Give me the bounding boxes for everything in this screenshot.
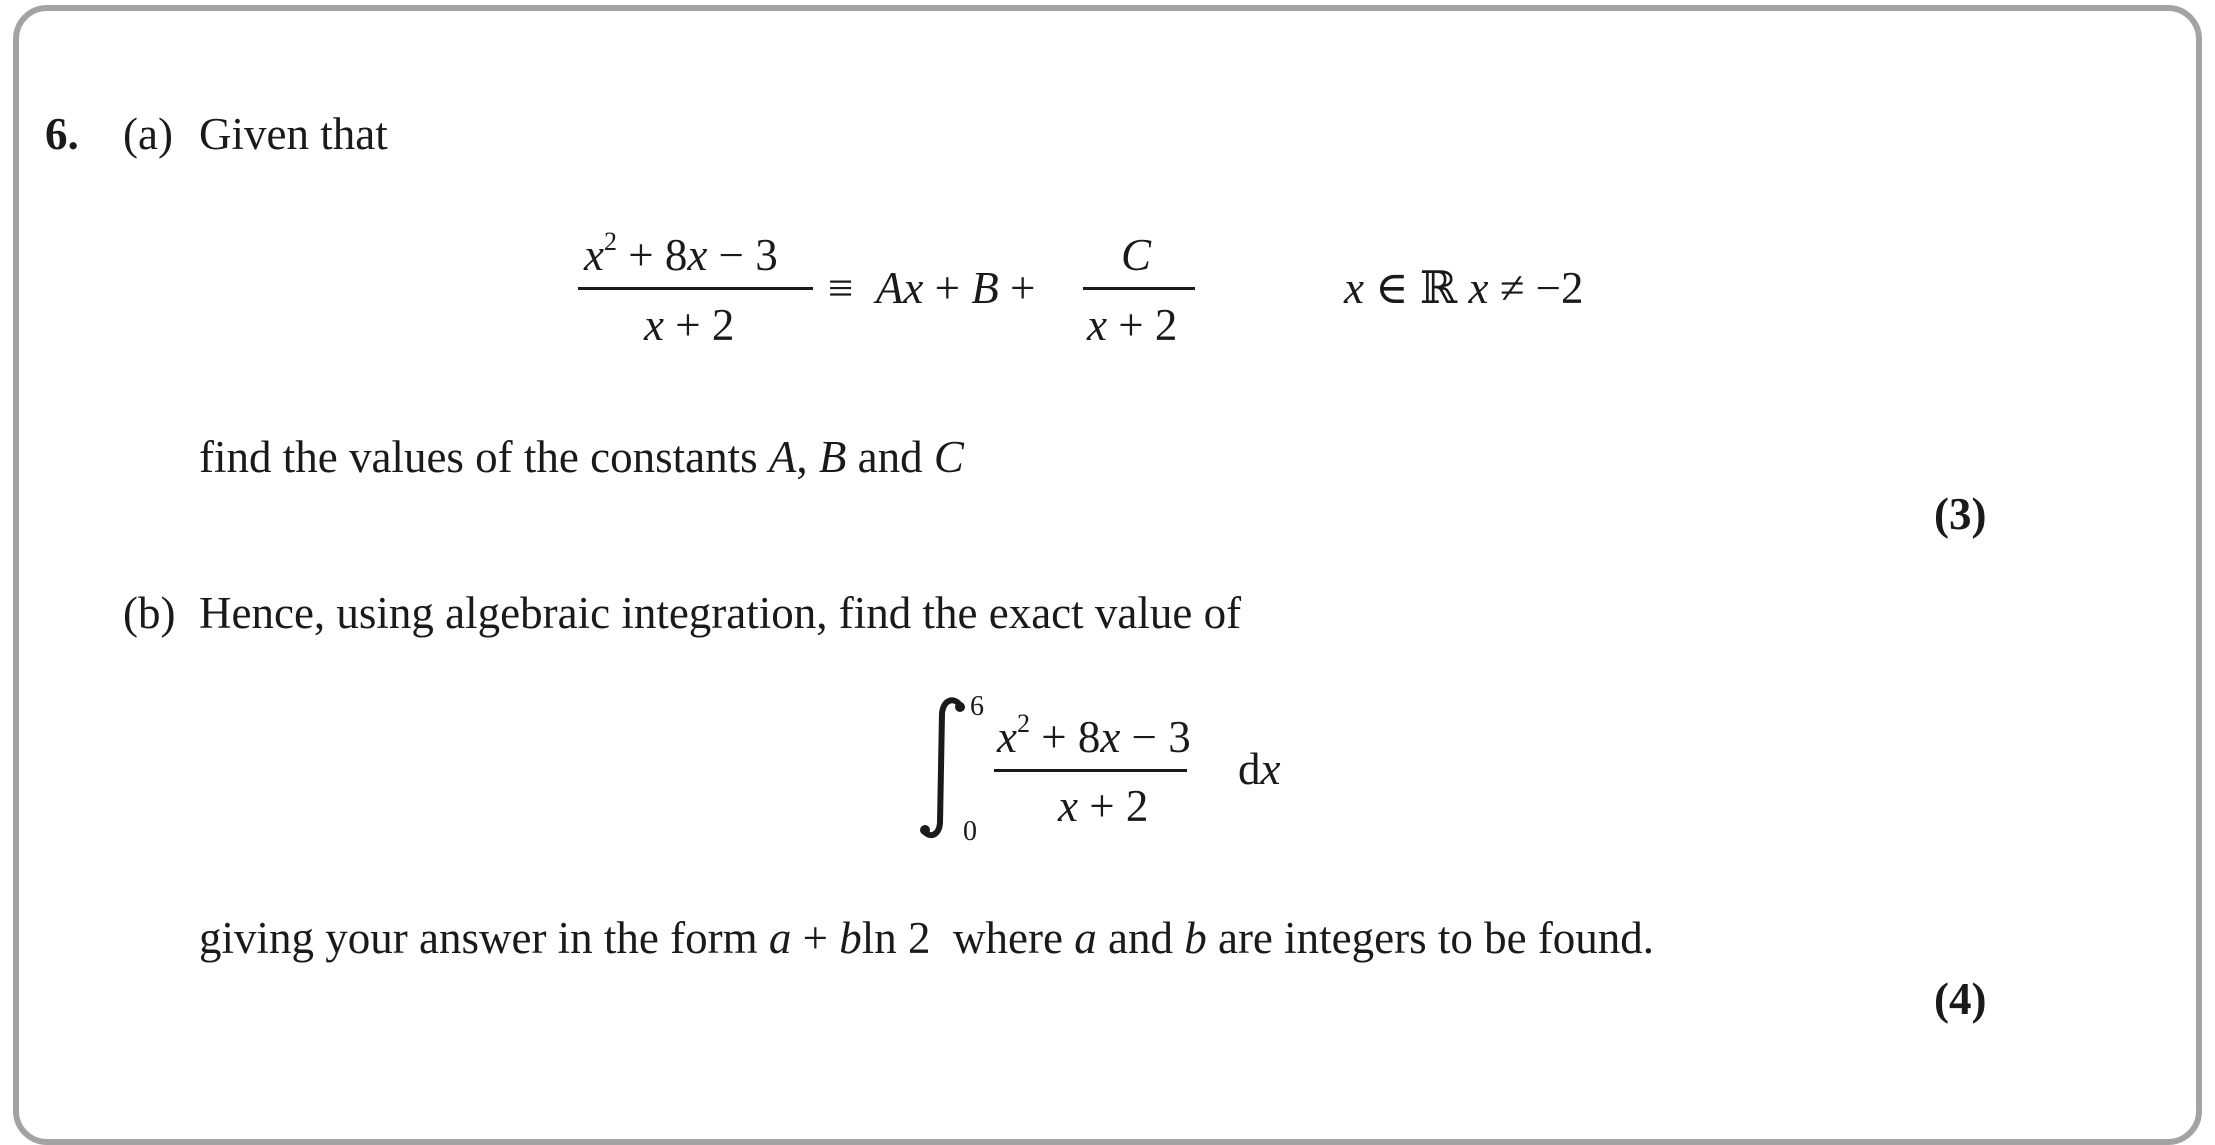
part-b-marks: (4) <box>1934 974 1987 1024</box>
identity-domain: x ∈ ℝ x ≠ −2 <box>1344 263 1584 313</box>
question-number: 6. <box>45 109 79 159</box>
identity-rhs-numerator: C <box>1121 230 1152 280</box>
identity-rhs: ≡ Ax + B + <box>828 263 1036 313</box>
part-b-intro: Hence, using algebraic integration, find the exact value of <box>199 588 1242 638</box>
part-a-instruction: find the values of the constants A, B and C <box>199 432 964 482</box>
part-b-instruction: giving your answer in the form a + bln 2 where a and b are integers to be found. <box>199 913 1655 963</box>
identity-rhs-fraction-bar <box>1083 287 1195 290</box>
integrand-denominator: x + 2 <box>1058 781 1149 831</box>
integral-upper-limit: 6 <box>970 691 984 722</box>
part-a-label: (a) <box>123 109 173 159</box>
identity-lhs-denominator: x + 2 <box>644 300 735 350</box>
integrand-fraction-bar <box>994 769 1187 772</box>
identity-lhs-fraction-bar <box>578 287 813 290</box>
integrand-numerator: $x^2 + 8x - 3$ <box>997 709 1191 762</box>
identity-lhs-numerator: $x^2 + 8x - 3$ <box>584 227 778 280</box>
part-b-label: (b) <box>123 588 176 638</box>
part-a-marks: (3) <box>1934 489 1987 539</box>
part-a-intro: Given that <box>199 109 388 159</box>
identity-rhs-denominator: x + 2 <box>1087 300 1178 350</box>
integral-lower-limit: 0 <box>963 816 977 847</box>
integral-differential: dx <box>1238 744 1281 794</box>
question-frame <box>13 5 2202 1145</box>
